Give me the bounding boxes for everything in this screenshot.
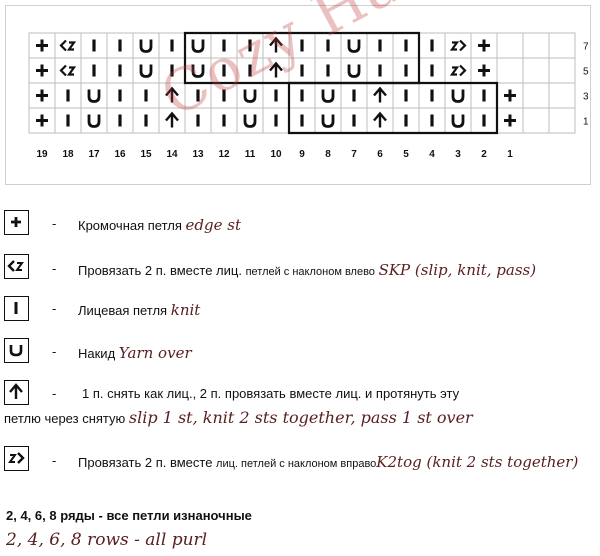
column-number: 14 (166, 149, 178, 160)
chart-cell (237, 108, 263, 133)
column-number: 10 (270, 149, 282, 160)
chart-cell (55, 33, 81, 58)
row-label: 3 (583, 91, 589, 103)
legend-row-edge (0, 210, 600, 240)
column-number: 4 (429, 149, 435, 160)
k2tog-icon (4, 446, 29, 471)
legend-ru-yo: Накид Yarn over (78, 344, 192, 362)
row-label: 5 (583, 66, 589, 78)
column-number: 3 (455, 149, 461, 160)
chart-cell (81, 83, 107, 108)
legend-ru-s2k: 1 п. снять как лиц., 2 п. провязать вместе лиц. и протянуть эту (82, 386, 460, 401)
legend-en-skp: SKP (slip, knit, pass) (378, 261, 537, 279)
chart-cell (445, 83, 471, 108)
column-number: 9 (299, 149, 305, 160)
legend-dash: - (52, 216, 57, 231)
column-number: 6 (377, 149, 383, 160)
chart-cell (185, 58, 211, 83)
legend-row-k2tog (0, 446, 600, 476)
yarn-over-icon (4, 338, 29, 363)
skp-icon (4, 254, 29, 279)
column-number: 18 (62, 149, 74, 160)
knitting-chart (6, 6, 592, 186)
chart-cell (81, 108, 107, 133)
column-number: 2 (481, 149, 487, 160)
legend-ru-skp: Провязать 2 п. вместе лиц. петлей с наклоном влево SKP (slip, knit, pass) (78, 261, 537, 279)
legend-dash: - (52, 386, 57, 401)
chart-cell (445, 108, 471, 133)
column-number: 1 (507, 149, 513, 160)
legend-row-skp (0, 254, 600, 284)
chart-cell (55, 58, 81, 83)
chart-cell (445, 33, 471, 58)
column-number: 11 (244, 149, 256, 160)
s2k-icon (4, 380, 29, 405)
legend-en-yo: Yarn over (118, 344, 192, 362)
chart-cell (497, 58, 523, 83)
legend-dash: - (52, 344, 57, 359)
chart-frame (5, 5, 591, 185)
legend-en-knit: knit (170, 301, 201, 319)
chart-cell (549, 83, 575, 108)
chart-cell (523, 108, 549, 133)
column-number: 5 (403, 149, 409, 160)
chart-cell (133, 58, 159, 83)
column-number: 17 (88, 149, 100, 160)
chart-cell (523, 58, 549, 83)
edge-icon (4, 210, 29, 235)
chart-cell (315, 83, 341, 108)
legend-ru-edge: Кромочная петля edge st (78, 216, 241, 234)
legend-en-k2tog: K2tog (knit 2 sts together) (376, 453, 579, 471)
row-label: 1 (583, 116, 589, 128)
legend-dash: - (52, 453, 57, 468)
column-number: 13 (192, 149, 204, 160)
column-number: 16 (114, 149, 126, 160)
column-number: 8 (325, 149, 331, 160)
column-number: 19 (36, 149, 48, 160)
column-number: 7 (351, 149, 357, 160)
legend-ru-knit: Лицевая петля knit (78, 301, 201, 319)
chart-cell (315, 108, 341, 133)
legend-en-s2k: slip 1 st, knit 2 sts together, pass 1 st over (128, 408, 473, 427)
chart-cell (341, 58, 367, 83)
row-label: 7 (583, 41, 589, 53)
legend-row-knit (0, 296, 600, 326)
legend-en-edge: edge st (185, 216, 241, 234)
note-ru: 2, 4, 6, 8 ряды - все петли изнаночные (6, 508, 252, 523)
column-number: 15 (140, 149, 152, 160)
chart-cell (185, 33, 211, 58)
chart-cell (133, 33, 159, 58)
chart-cell (549, 33, 575, 58)
chart-cell (549, 108, 575, 133)
chart-cell (445, 58, 471, 83)
chart-cell (497, 33, 523, 58)
legend-row-s2k (0, 380, 600, 430)
chart-cell (523, 83, 549, 108)
chart-cell (237, 83, 263, 108)
legend-ru-s2k-line2: петлю через снятую slip 1 st, knit 2 sts together, pass 1 st over (4, 408, 473, 427)
legend-ru-k2tog: Провязать 2 п. вместе лиц. петлей с наклоном вправоK2tog (knit 2 sts together) (78, 453, 579, 471)
chart-cell (549, 58, 575, 83)
legend-dash: - (52, 261, 57, 276)
watermark: Cozy (150, 0, 315, 131)
column-number: 12 (218, 149, 230, 160)
knit-icon (4, 296, 29, 321)
legend-row-yo (0, 338, 600, 368)
chart-cell (523, 33, 549, 58)
legend-dash: - (52, 301, 57, 316)
chart-cell (341, 33, 367, 58)
note-en: 2, 4, 6, 8 rows - all purl (6, 530, 208, 550)
